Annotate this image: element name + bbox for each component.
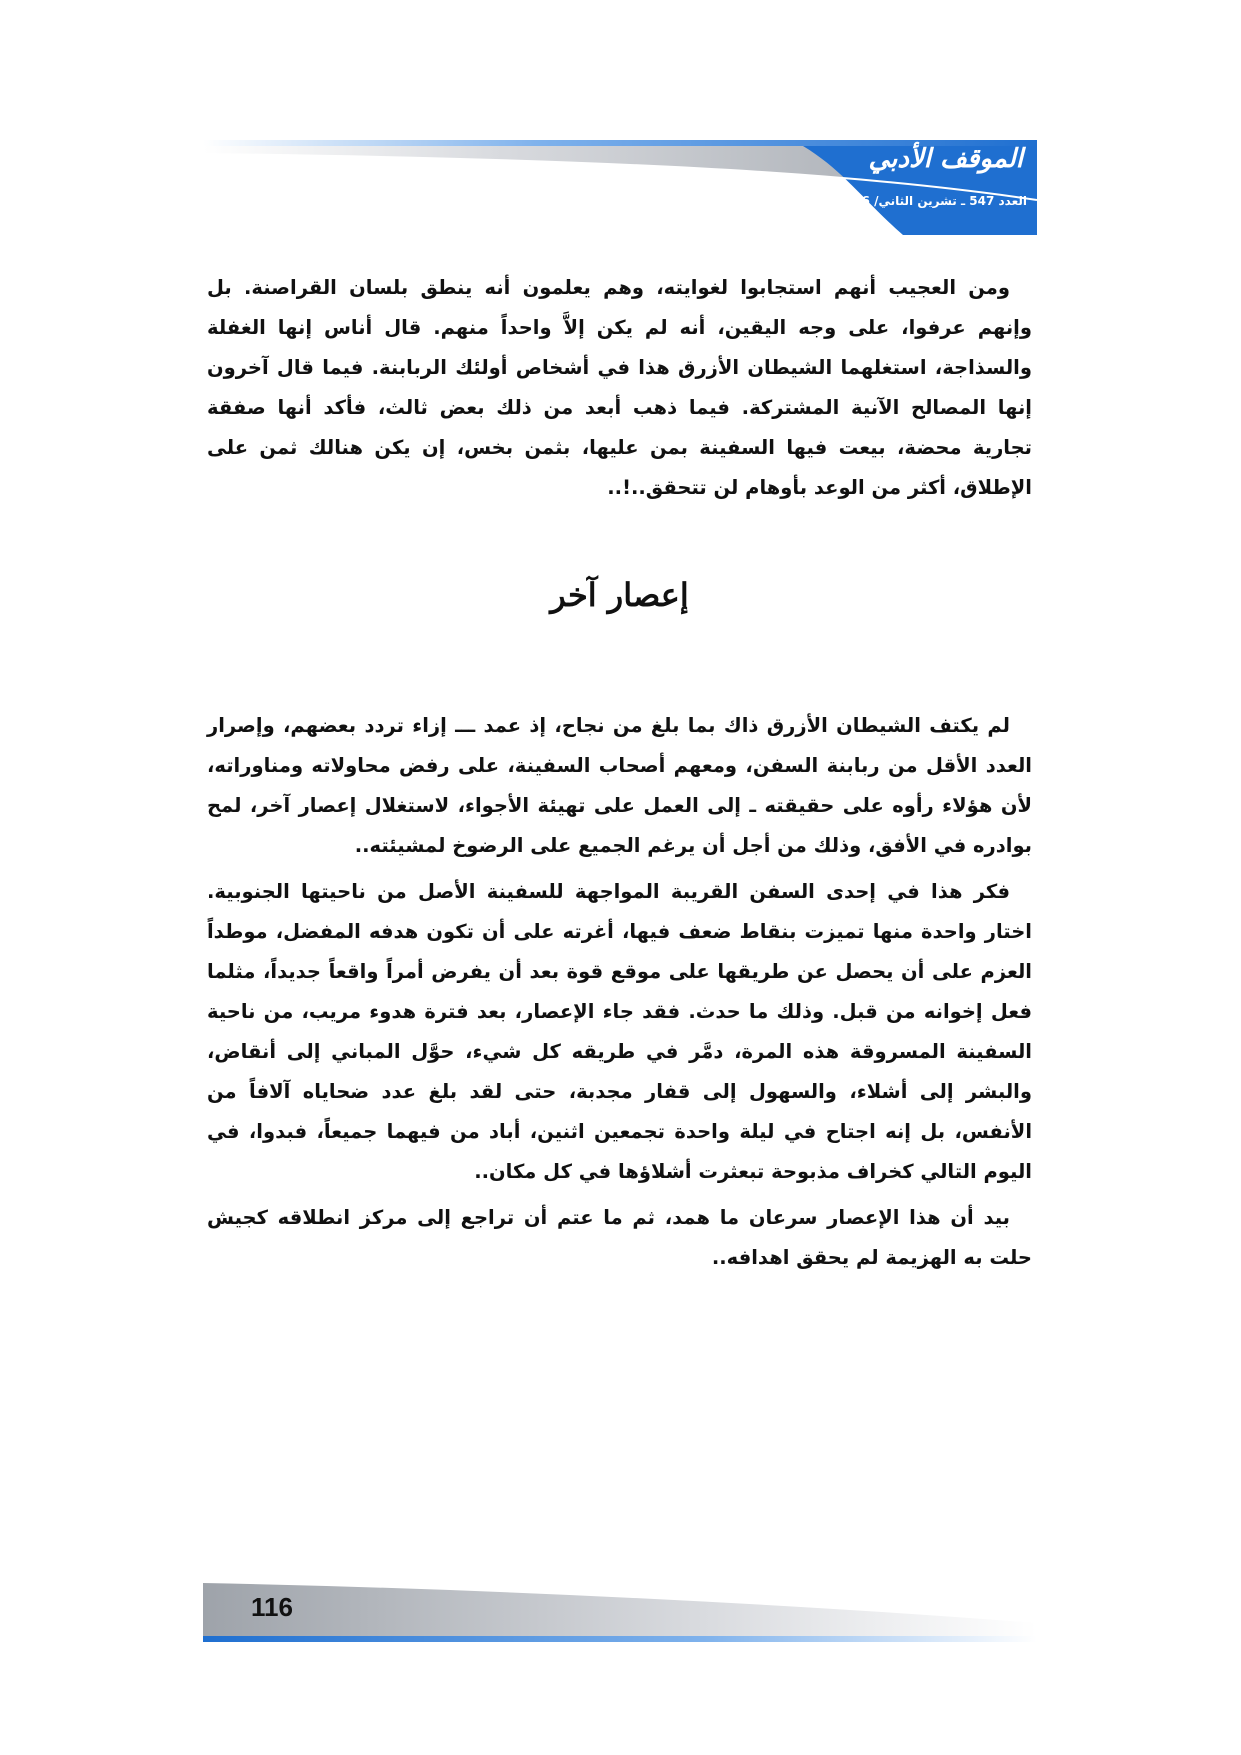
paragraph: فكر هذا في إحدى السفن القريبة المواجهة للسفينة الأصل من ناحيتها الجنوبية. اختار واحدة منها تميزت بنقاط ضعف فيها، أغرته على أن تكون هدفه المفضل، موطداً العزم على أن يحصل عن طريقها على موقع قوة بعد أن يفرض أمراً واقعاً جديداً، مثلما فعل إخوانه من قبل. وذلك ما حدث. فقد جاء الإعصار، بعد فترة هدوء مريب، من ناحية السفينة المسروقة هذه المرة، دمَّر في طريقه كل شيء، حوَّل المباني إلى أنقاض، والبشر إلى أشلاء، والسهول إلى قفار مجدبة، حتى لقد بلغ عدد ضحاياه آلافاً من الأنفس، بل إنه اجتاح في ليلة واحدة تجمعين اثنين، أباد من فيهما جميعاً، فبدوا، في اليوم التالي كخراف مذبوحة تبعثرت أشلاؤها في كل مكان.. (207, 880, 1032, 1183)
page-footer (203, 1582, 1037, 1642)
section-title: إعصار آخر (550, 576, 689, 614)
page-number: 116 (251, 1592, 293, 1622)
article-text-bottom (207, 706, 1032, 1278)
paragraph: بيد أن هذا الإعصار سرعان ما همد، ثم ما عتم أن تراجع إلى مركز انطلاقه كجيش حلت به الهزيمة لم يحقق اهدافه.. (207, 1206, 1032, 1269)
article-text-top (207, 268, 1032, 508)
page-header (203, 140, 1037, 250)
paragraph: ومن العجيب أنهم استجابوا لغوايته، وهم يعلمون أنه ينطق بلسان القراصنة. بل وإنهم عرفوا، على وجه اليقين، أنه لم يكن إلاَّ واحداً منهم. قال أناس إنها الغفلة والسذاجة، استغلهما الشيطان الأزرق هذا في أشخاص أولئك الربابنة. فيما قال آخرون إنها المصالح الآنية المشتركة. فيما ذهب أبعد من ذلك بعض ثالث، فأكد أنها صفقة تجارية محضة، بيعت فيها السفينة بمن عليها، بثمن بخس، إن يكن هنالك ثمن على الإطلاق، أكثر من الوعد بأوهام لن تتحقق..!.. (207, 276, 1032, 499)
paragraph: لم يكتف الشيطان الأزرق ذاك بما بلغ من نجاح، إذ عمد ـــ إزاء تردد بعضهم، وإصرار العدد الأقل من ربابنة السفن، ومعهم أصحاب السفينة، على رفض محاولاته ومناوراته، لأن هؤلاء رأوه على حقيقته ـ إلى العمل على تهيئة الأجواء، لاستغلال إعصار آخر، لمح بوادره في الأفق، وذلك من أجل أن يرغم الجميع على الرضوخ لمشيئته.. (207, 714, 1032, 857)
magazine-logo: الموقف الأدبي (868, 144, 1023, 174)
issue-info: العدد 547 ـ تشرين الثاني/ 2016 (836, 194, 1027, 208)
footer-band-graphic (203, 1582, 1037, 1642)
